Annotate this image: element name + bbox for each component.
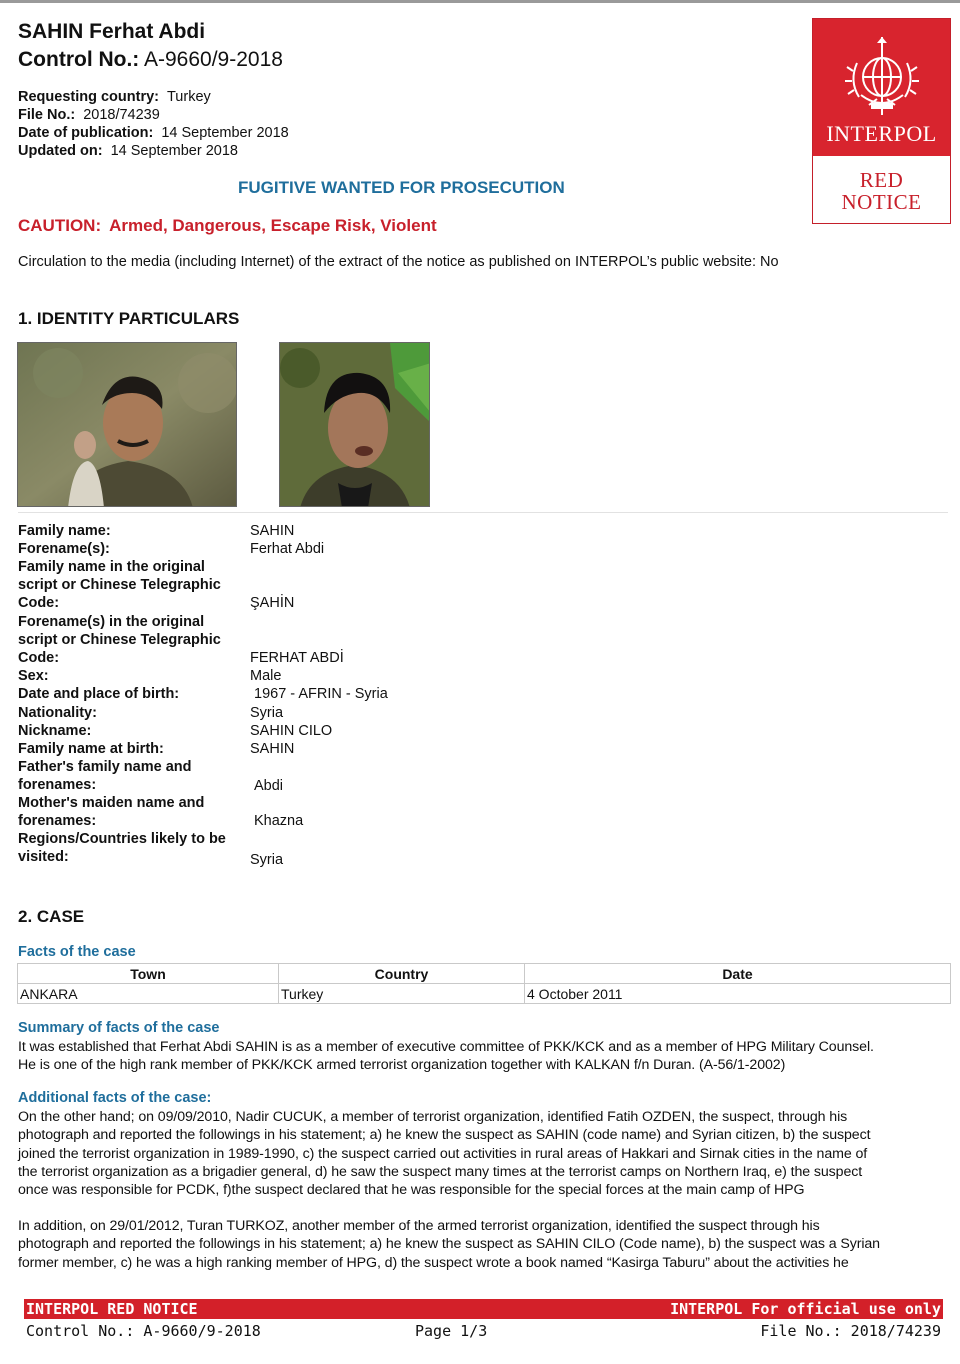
footer-bar-right: INTERPOL For official use only bbox=[670, 1300, 941, 1318]
requesting-country-value: Turkey bbox=[166, 89, 211, 105]
summary-line: It was established that Ferhat Abdi SAHIN is as a member of executive committee of PKK/KCK and as a member of HPG Military Counsel. bbox=[18, 1039, 874, 1055]
additional-line: photograph and reported the followings in his statement; a) he knew the suspect as SAHIN (code name) and Syrian citizen, b) the suspect bbox=[18, 1127, 871, 1144]
identity-section-title: 1. IDENTITY PARTICULARS bbox=[18, 309, 240, 328]
logo-red-notice bbox=[813, 169, 950, 213]
logo-wordmark: INTERPOL bbox=[826, 121, 937, 146]
footer-control-number: Control No.: A-9660/9-2018 bbox=[26, 1322, 261, 1340]
footer-bar bbox=[24, 1299, 943, 1319]
regions-label: Regions/Countries likely to be visited: bbox=[18, 831, 226, 865]
subject-photo-1 bbox=[17, 342, 237, 507]
caution-line bbox=[18, 216, 437, 236]
sex-label: Sex: bbox=[18, 668, 49, 684]
facts-header-town: Town bbox=[18, 964, 279, 984]
family-name-original-label: Family name in the original script or Chinese Telegraphic Code: bbox=[18, 559, 221, 611]
forenames-label: Forename(s): bbox=[18, 541, 110, 557]
file-no-value: 2018/74239 bbox=[83, 107, 160, 123]
facts-header-date: Date bbox=[525, 964, 951, 984]
footer-page-number: Page 1/3 bbox=[415, 1322, 488, 1340]
updated-date bbox=[18, 143, 238, 159]
identity-divider bbox=[18, 512, 948, 513]
facts-cell-date: 4 October 2011 bbox=[525, 984, 951, 1004]
additional-title: Additional facts of the case: bbox=[18, 1090, 212, 1106]
regions-value: Syria bbox=[250, 852, 284, 868]
control-label: Control No.: bbox=[18, 48, 140, 71]
updated-label: Updated on: bbox=[18, 143, 103, 159]
control-value: A-9660/9-2018 bbox=[144, 48, 283, 71]
logo-notice-text: NOTICE bbox=[841, 190, 922, 214]
facts-header-country: Country bbox=[279, 964, 525, 984]
summary-text bbox=[18, 1038, 946, 1075]
mother-label: Mother's maiden name and forenames: bbox=[18, 795, 205, 829]
forenames-original-value: FERHAT ABDİ bbox=[250, 650, 344, 666]
additional-line: In addition, on 29/01/2012, Turan TURKOZ, another member of the armed terrorist organization, identified the suspect through his bbox=[18, 1218, 820, 1234]
birth-label: Date and place of birth: bbox=[18, 686, 180, 702]
notice-type: FUGITIVE WANTED FOR PROSECUTION bbox=[238, 178, 565, 197]
sex-value: Male bbox=[250, 668, 282, 684]
requesting-country-label: Requesting country: bbox=[18, 89, 159, 105]
birth-value: 1967 - AFRIN - Syria bbox=[254, 686, 388, 702]
mother-value: Khazna bbox=[254, 813, 304, 829]
circulation-note: Circulation to the media (including Internet) of the extract of the notice as published on INTERPOL’s public website: No bbox=[18, 254, 779, 270]
logo-red-panel bbox=[813, 19, 950, 156]
caution-label: CAUTION: bbox=[18, 216, 102, 235]
additional-paragraph-1 bbox=[18, 1108, 946, 1199]
family-name-label: Family name: bbox=[18, 523, 111, 539]
subject-name: SAHIN Ferhat Abdi bbox=[18, 20, 206, 43]
publication-date bbox=[18, 125, 289, 141]
nationality-label: Nationality: bbox=[18, 705, 97, 721]
additional-line: former member, c) he was a high ranking member of HPG, d) the suspect wrote a book named “Kasirga Taburu” about the activities he bbox=[18, 1254, 849, 1271]
footer-bar-left: INTERPOL RED NOTICE bbox=[26, 1300, 198, 1318]
interpol-logo bbox=[812, 18, 951, 224]
interpol-emblem-icon bbox=[841, 33, 923, 119]
publication-label: Date of publication: bbox=[18, 125, 154, 141]
family-name-original-value: ŞAHİN bbox=[250, 595, 295, 611]
facts-header-row bbox=[18, 964, 951, 984]
control-number bbox=[18, 48, 283, 72]
forenames-original-label: Forename(s) in the original script or Chinese Telegraphic Code: bbox=[18, 614, 221, 666]
additional-line: photograph and reported the followings in his statement; a) he knew the suspect as SAHIN CILO (Code name), b) the suspect was a Syrian bbox=[18, 1236, 880, 1253]
nationality-value: Syria bbox=[250, 705, 284, 721]
subject-photo-2 bbox=[279, 342, 430, 507]
family-name-birth-value: SAHIN bbox=[250, 741, 295, 757]
caution-value: Armed, Dangerous, Escape Risk, Violent bbox=[109, 216, 437, 235]
facts-cell-country: Turkey bbox=[279, 984, 525, 1004]
table-row bbox=[18, 984, 951, 1004]
additional-paragraph-2 bbox=[18, 1217, 946, 1272]
forenames-value: Ferhat Abdi bbox=[250, 541, 325, 557]
additional-line: joined the terrorist organization in 1989-1990, c) the suspect carried out activities in rural areas of Hakkari and Sirnak cities in the name of bbox=[18, 1145, 868, 1162]
summary-title: Summary of facts of the case bbox=[18, 1020, 220, 1036]
case-section-title: 2. CASE bbox=[18, 907, 85, 926]
summary-line: He is one of the high rank member of PKK/KCK armed terrorist organization together with KALKAN f/n Duran. (A-56/1-2002) bbox=[18, 1057, 786, 1074]
facts-cell-town: ANKARA bbox=[18, 984, 279, 1004]
nickname-label: Nickname: bbox=[18, 723, 92, 739]
family-name-birth-label: Family name at birth: bbox=[18, 741, 164, 757]
file-number bbox=[18, 107, 160, 123]
facts-title: Facts of the case bbox=[18, 944, 136, 960]
updated-value: 14 September 2018 bbox=[110, 143, 238, 159]
file-no-label: File No.: bbox=[18, 107, 76, 123]
additional-line: On the other hand; on 09/09/2010, Nadir CUCUK, a member of terrorist organization, identified Fatih OZDEN, the suspect, through his bbox=[18, 1109, 848, 1125]
top-border bbox=[0, 0, 960, 3]
father-label: Father's family name and forenames: bbox=[18, 759, 192, 793]
publication-value: 14 September 2018 bbox=[161, 125, 289, 141]
logo-red-text: RED bbox=[859, 168, 904, 192]
additional-line: the terrorist organization as a brigadier general, d) he saw the suspect many times at the terrorist camps on Northern Iraq, e) the suspect bbox=[18, 1163, 863, 1180]
nickname-value: SAHIN CILO bbox=[250, 723, 333, 739]
facts-table bbox=[17, 963, 951, 1004]
footer-file-number: File No.: 2018/74239 bbox=[760, 1322, 941, 1340]
father-value: Abdi bbox=[254, 778, 284, 794]
requesting-country bbox=[18, 89, 211, 105]
family-name-value: SAHIN bbox=[250, 523, 295, 539]
additional-line: once was responsible for PCDK, f)the suspect declared that he was responsible for the special forces at the main camp of HPG bbox=[18, 1182, 805, 1199]
